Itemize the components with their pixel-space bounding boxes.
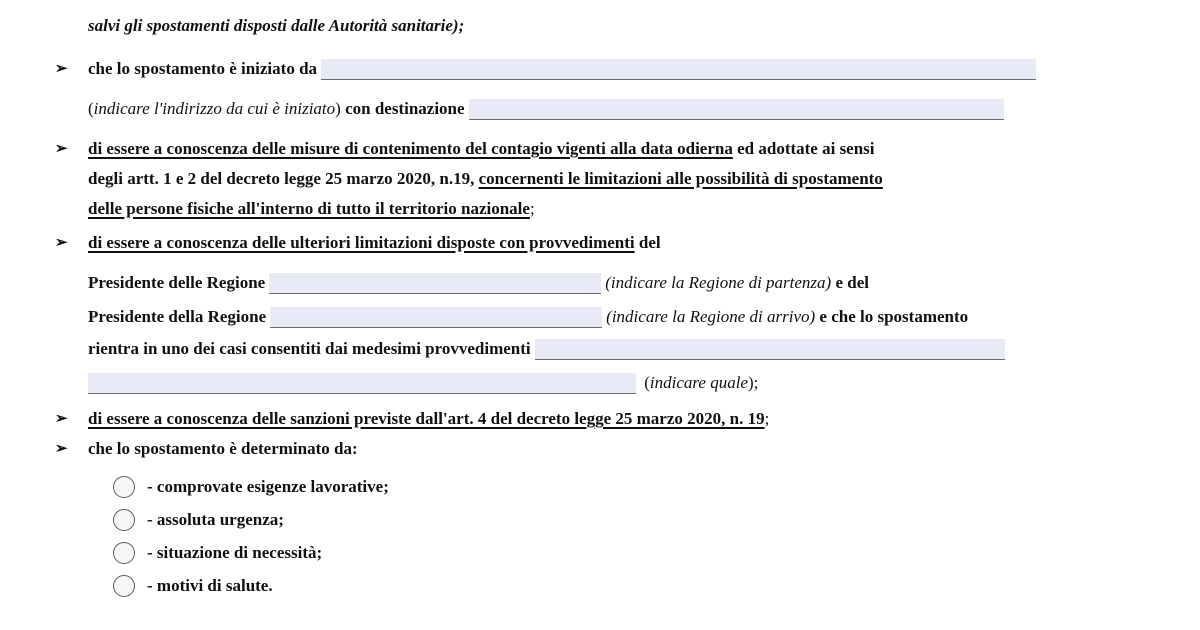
start-address-field[interactable]: [321, 59, 1036, 80]
radio-circle-icon[interactable]: [113, 575, 135, 597]
destination-line: (indicare l'indirizzo da cui è iniziato) con destinazione: [88, 98, 1008, 120]
departure-region-label: Presidente delle Regione: [88, 273, 266, 292]
option-row[interactable]: [113, 474, 389, 500]
option-row[interactable]: [113, 573, 273, 599]
start-line: [88, 58, 1040, 80]
option-label: - comprovate esigenze lavorative;: [147, 477, 389, 496]
option-row[interactable]: [113, 540, 322, 566]
radio-circle-icon[interactable]: [113, 542, 135, 564]
measures-line-1: di essere a conoscenza delle misure di contenimento del contagio vigenti alla data odierna ed adottate ai sensi: [88, 139, 875, 158]
measures-line-2: degli artt. 1 e 2 del decreto legge 25 marzo 2020, n.19, concernenti le limitazioni alle possibilità di spostamento: [88, 169, 883, 188]
limitations-line: di essere a conoscenza delle ulteriori limitazioni disposte con provvedimenti del: [88, 233, 661, 252]
bullet-arrow-icon: ➢: [55, 141, 68, 157]
reason-label: che lo spostamento è determinato da:: [88, 439, 358, 458]
allowed-cases-line-2: (indicare quale);: [88, 372, 758, 394]
continuation-text: salvi gli spostamenti disposti dalle Autorità sanitarie);: [88, 16, 465, 35]
bullet-arrow-icon: ➢: [55, 235, 68, 251]
allowed-cases-line: [88, 338, 1009, 360]
option-label: - situazione di necessità;: [147, 543, 323, 562]
arrival-region-field[interactable]: [270, 307, 602, 328]
departure-region-field[interactable]: [269, 273, 601, 294]
allowed-cases-hint: indicare quale: [649, 373, 748, 392]
allowed-cases-field[interactable]: [535, 339, 1005, 360]
arrival-region-line: Presidente della Regione (indicare la Regione di arrivo) e che lo spostamento: [88, 307, 969, 326]
destination-label: con destinazione: [345, 99, 465, 118]
continuation-line: [88, 15, 464, 37]
arrival-region-label: Presidente della Regione: [88, 307, 267, 326]
option-label: - motivi di salute.: [147, 576, 273, 595]
start-label: che lo spostamento è iniziato da: [88, 59, 318, 78]
allowed-cases-field-2[interactable]: [88, 373, 636, 394]
option-label: - assoluta urgenza;: [147, 510, 284, 529]
radio-circle-icon[interactable]: [113, 509, 135, 531]
option-row[interactable]: [113, 507, 284, 533]
arrival-region-hint: (indicare la Regione di arrivo): [606, 307, 816, 326]
departure-region-line: Presidente delle Regione (indicare la Regione di partenza) e del: [88, 273, 869, 292]
reason-line: [88, 438, 358, 460]
sanctions-line: di essere a conoscenza delle sanzioni previste dall'art. 4 del decreto legge 25 marzo 2020, n. 19;: [88, 409, 770, 428]
measures-line-3: delle persone fisiche all'interno di tutto il territorio nazionale;: [88, 199, 535, 218]
bullet-arrow-icon: ➢: [55, 441, 68, 457]
allowed-cases-label: rientra in uno dei casi consentiti dai medesimi provvedimenti: [88, 339, 531, 358]
departure-region-hint: (indicare la Regione di partenza): [605, 273, 832, 292]
bullet-arrow-icon: ➢: [55, 411, 68, 427]
destination-field[interactable]: [469, 99, 1004, 120]
start-address-hint: indicare l'indirizzo da cui è iniziato: [93, 99, 336, 118]
radio-circle-icon[interactable]: [113, 476, 135, 498]
bullet-arrow-icon: ➢: [55, 61, 68, 77]
